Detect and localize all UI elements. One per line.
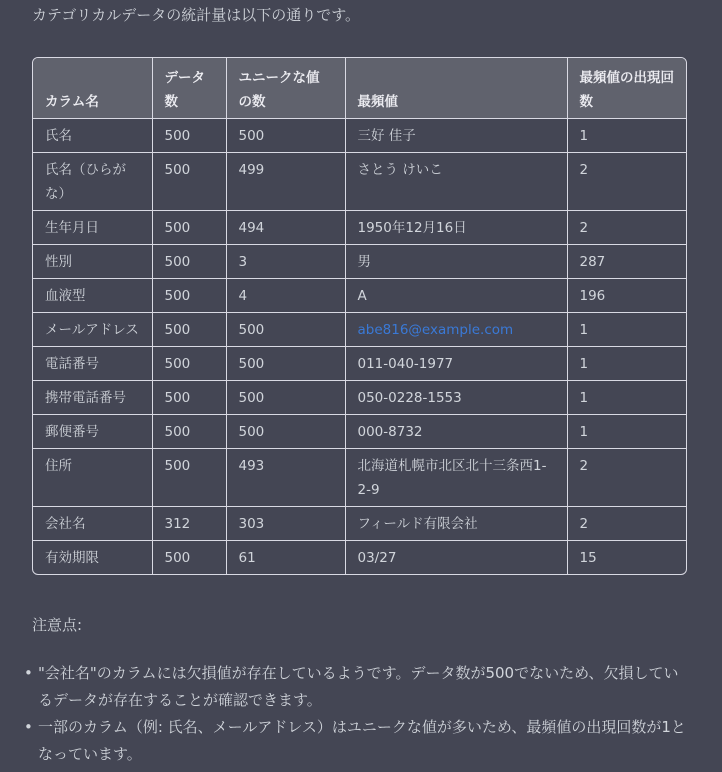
cell-mode: フィールド有限会社 [345, 507, 567, 541]
cell-unique-count: 493 [226, 449, 345, 507]
cell-mode: 03/27 [345, 541, 567, 575]
cell-mode: さとう けいこ [345, 153, 567, 211]
cell-data-count: 312 [152, 507, 226, 541]
cell-unique-count: 499 [226, 153, 345, 211]
cell-mode-frequency: 15 [579, 550, 597, 566]
cell-mode-frequency: 1 [567, 119, 686, 153]
cell-mode: 050-0228-1553 [345, 381, 567, 415]
table-row [33, 153, 686, 211]
cell-unique-count: 500 [226, 119, 345, 153]
cell-mode: 000-8732 [345, 415, 567, 449]
cell-mode-frequency: 287 [567, 245, 686, 279]
header-mode: 最頻値 [345, 58, 567, 119]
cell-unique-count: 4 [226, 279, 345, 313]
cell-mode: 北海道札幌市北区北十三条西1-2-9 [345, 449, 567, 507]
cell-data-count: 500 [152, 541, 226, 575]
cell-mode-frequency: 2 [567, 211, 686, 245]
header-column-name: カラム名 [33, 58, 152, 119]
cell-unique-count: 500 [226, 415, 345, 449]
stats-table [32, 57, 687, 575]
cell-data-count: 500 [152, 313, 226, 347]
list-item [24, 714, 690, 768]
header-mode-frequency: 最頻値の出現回数 [567, 58, 686, 119]
table-row [33, 245, 686, 279]
cell-data-count: 500 [152, 211, 226, 245]
cell-column-name: 血液型 [33, 279, 152, 313]
cell-mode-frequency: 196 [567, 279, 686, 313]
cell-unique-count: 500 [226, 313, 345, 347]
cell-column-name: 生年月日 [33, 211, 152, 245]
cell-mode-frequency: 1 [567, 381, 686, 415]
cell-mode: 三好 佳子 [345, 119, 567, 153]
table-row [33, 507, 686, 541]
cell-mode: 011-040-1977 [345, 347, 567, 381]
cell-unique-count: 500 [226, 347, 345, 381]
cell-unique-count: 500 [226, 381, 345, 415]
header-unique-count: ユニークな値の数 [226, 58, 345, 119]
table-row [33, 313, 686, 347]
cell-column-name: 住所 [33, 449, 152, 507]
cell-column-name: 有効期限 [33, 541, 152, 575]
cell-mode-frequency: 2 [567, 153, 686, 211]
header-data-count: データ数 [152, 58, 226, 119]
cell-column-name: 性別 [33, 245, 152, 279]
cell-mode: 男 [345, 245, 567, 279]
cell-data-count: 500 [152, 449, 226, 507]
header-row [33, 58, 686, 119]
cell-unique-count: 303 [226, 507, 345, 541]
cell-unique-count: 3 [226, 245, 345, 279]
table-body [33, 119, 686, 575]
cell-data-count: 500 [152, 279, 226, 313]
cell-column-name: 氏名（ひらがな） [33, 153, 152, 211]
cell-mode-frequency: 1 [567, 415, 686, 449]
list-item [24, 660, 690, 714]
cell-mode-frequency: 2 [567, 507, 686, 541]
cell-mode-frequency: 1 [567, 313, 686, 347]
table-row [33, 381, 686, 415]
stats-table-grid [33, 58, 686, 574]
cell-data-count: 500 [152, 381, 226, 415]
cell-unique-count: 494 [226, 211, 345, 245]
cell-column-name: 氏名 [33, 119, 152, 153]
table-row [33, 279, 686, 313]
intro-text: カテゴリカルデータの統計量は以下の通りです。 [32, 6, 361, 24]
table-header [33, 58, 686, 119]
cell-column-name: メールアドレス [33, 313, 152, 347]
cell-unique-count: 61 [226, 541, 345, 575]
cell-data-count: 500 [152, 245, 226, 279]
notes-list [24, 660, 690, 768]
notes-title: 注意点: [32, 616, 83, 634]
cell-column-name: 携帯電話番号 [33, 381, 152, 415]
cell-column-name: 会社名 [33, 507, 152, 541]
bullet-icon: • [24, 664, 33, 682]
table-row [33, 449, 686, 507]
cell-mode-frequency: 1 [567, 347, 686, 381]
note-text: "会社名"のカラムには欠損値が存在しているようです。データ数が500でないため、欠損しているデータが存在することが確認できます。 [38, 664, 679, 709]
cell-mode: 1950年12月16日 [345, 211, 567, 245]
cell-data-count: 500 [152, 153, 226, 211]
cell-column-name: 電話番号 [33, 347, 152, 381]
cell-mode: A [345, 279, 567, 313]
cell-data-count: 500 [152, 347, 226, 381]
cell-data-count: 500 [152, 415, 226, 449]
table-row [33, 119, 686, 153]
cell-column-name: 郵便番号 [33, 415, 152, 449]
table-row [33, 211, 686, 245]
cell-mode-frequency: 2 [567, 449, 686, 507]
table-row [33, 347, 686, 381]
note-text: 一部のカラム（例: 氏名、メールアドレス）はユニークな値が多いため、最頻値の出現回数が1となっています。 [38, 718, 686, 763]
bullet-icon: • [24, 718, 33, 736]
table-row [33, 415, 686, 449]
table-row [33, 541, 686, 575]
email-link[interactable]: abe816@example.com [345, 313, 567, 347]
cell-data-count: 500 [152, 119, 226, 153]
